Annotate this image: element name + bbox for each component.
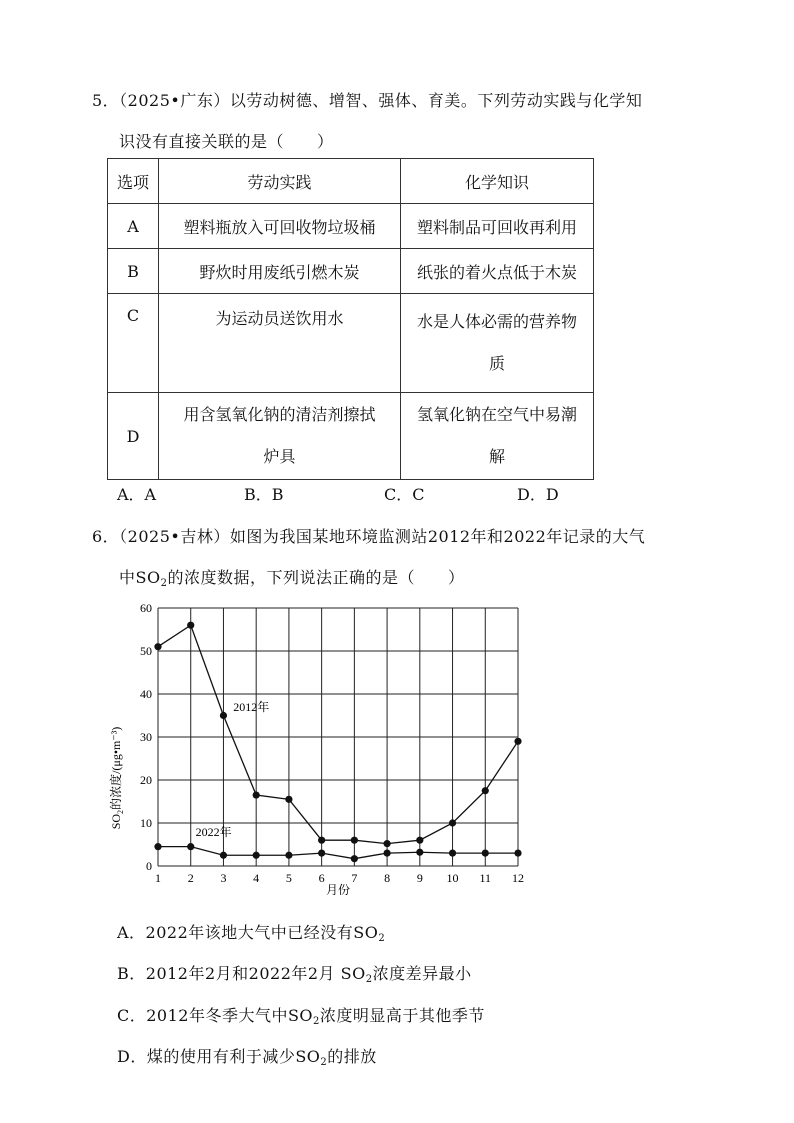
table-row	[108, 393, 594, 480]
row-c-knowledge-line2: 质	[488, 354, 505, 373]
x-tick-label: 10	[446, 871, 459, 885]
data-point	[318, 837, 325, 844]
q5-table	[107, 158, 594, 480]
so2-line-chart	[100, 598, 540, 900]
q6-stem-line2: 中$SO_2$的浓度数据，下列说法正确的是（ ）	[119, 568, 465, 589]
row-b-knowledge: 纸张的着火点低于木炭	[401, 249, 594, 294]
row-d-practice-line1: 用含氢氧化钠的清洁剂擦拭	[183, 405, 376, 424]
q5-choice-b: B．B	[244, 485, 284, 504]
table-row	[108, 294, 594, 393]
row-d-knowledge-line2: 解	[488, 447, 505, 466]
y-tick-labels	[140, 601, 152, 873]
series-label-2012: 2012年	[233, 700, 270, 715]
data-point	[253, 852, 260, 859]
x-tick-label: 1	[155, 871, 161, 885]
data-point	[318, 850, 325, 857]
data-point	[449, 850, 456, 857]
data-point	[253, 791, 260, 798]
row-d-option: D	[108, 393, 159, 480]
x-tick-label: 3	[220, 871, 227, 885]
q5-choice-a: A．A	[117, 485, 157, 504]
table-header-row	[108, 159, 594, 204]
data-point	[482, 787, 489, 794]
row-b-practice: 野炊时用废纸引燃木炭	[159, 249, 401, 294]
data-point	[187, 622, 194, 629]
series-labels	[196, 699, 270, 839]
series-label-2022: 2022年	[195, 824, 232, 839]
row-d-knowledge-line1: 氢氧化钠在空气中易潮	[416, 405, 577, 424]
data-point	[383, 840, 390, 847]
q6-option-a: A．2022年该地大气中已经没有$SO_2$	[117, 923, 386, 944]
x-axis-label: 月份	[325, 883, 351, 897]
row-c-practice: 为运动员送饮用水	[159, 294, 401, 393]
x-tick-label: 5	[285, 871, 292, 885]
data-point	[514, 850, 521, 857]
series-line-2012	[158, 625, 518, 843]
q5-choice-d: D．D	[517, 485, 559, 504]
row-c-knowledge-line1: 水是人体必需的营养物	[416, 312, 577, 331]
header-practice: 劳动实践	[159, 159, 401, 204]
y-tick-label: 40	[140, 687, 152, 701]
header-knowledge: 化学知识	[401, 159, 594, 204]
row-c-option: C	[108, 294, 159, 393]
row-a-practice: 塑料瓶放入可回收物垃圾桶	[159, 204, 401, 249]
q5-stem-line1: 5．（2025•广东）以劳动树德、增智、强体、育美。下列劳动实践与化学知	[92, 91, 643, 110]
y-tick-label: 60	[140, 601, 152, 615]
data-point	[482, 850, 489, 857]
x-tick-label: 9	[416, 871, 423, 885]
table-row	[108, 204, 594, 249]
row-a-option: A	[108, 204, 159, 249]
x-tick-label: 11	[479, 871, 492, 885]
data-point	[383, 850, 390, 857]
y-tick-label: 0	[146, 859, 152, 873]
series-line-2022	[158, 847, 518, 859]
data-point	[351, 837, 358, 844]
header-option: 选项	[108, 159, 159, 204]
y-tick-label: 20	[140, 773, 152, 787]
q6-option-c: C．2012年冬季大气中$SO_2$浓度明显高于其他季节	[117, 1006, 485, 1027]
q6-option-b: B．2012年2月和2022年2月 $SO_2$浓度差异最小	[117, 964, 472, 985]
data-point	[154, 843, 161, 850]
x-tick-label: 6	[318, 871, 325, 885]
y-tick-label: 50	[140, 644, 152, 658]
x-tick-label: 7	[351, 871, 358, 885]
data-point	[154, 643, 161, 650]
data-point	[416, 837, 423, 844]
x-tick-label: 2	[187, 871, 194, 885]
series-lines	[158, 625, 518, 858]
data-point	[285, 796, 292, 803]
data-point	[416, 849, 423, 856]
row-d-knowledge	[401, 393, 594, 480]
q6-option-d: D．煤的使用有利于减少$SO_2$的排放	[117, 1047, 377, 1068]
data-point	[514, 738, 521, 745]
y-tick-label: 10	[140, 816, 152, 830]
q5-choice-c: C．C	[384, 485, 425, 504]
row-a-knowledge: 塑料制品可回收再利用	[401, 204, 594, 249]
q6-stem-line1: 6．（2025•吉林）如图为我国某地环境监测站2012年和2022年记录的大气	[92, 527, 646, 546]
data-point	[220, 712, 227, 719]
row-d-practice	[159, 393, 401, 480]
x-tick-label: 8	[384, 871, 391, 885]
x-tick-label: 4	[253, 871, 260, 885]
y-axis-label: $SO_2$的浓度/(μg•m⁻³)	[109, 726, 125, 830]
data-point	[351, 855, 358, 862]
data-point	[449, 819, 456, 826]
q5-stem-line2: 识没有直接关联的是（ ）	[119, 132, 334, 151]
row-b-option: B	[108, 249, 159, 294]
data-point	[220, 852, 227, 859]
y-tick-label: 30	[140, 730, 152, 744]
row-c-knowledge	[401, 294, 594, 393]
table-row	[108, 249, 594, 294]
x-tick-label: 12	[512, 871, 524, 885]
row-d-practice-line2: 炉具	[263, 447, 296, 466]
data-point	[285, 852, 292, 859]
data-point	[187, 843, 194, 850]
